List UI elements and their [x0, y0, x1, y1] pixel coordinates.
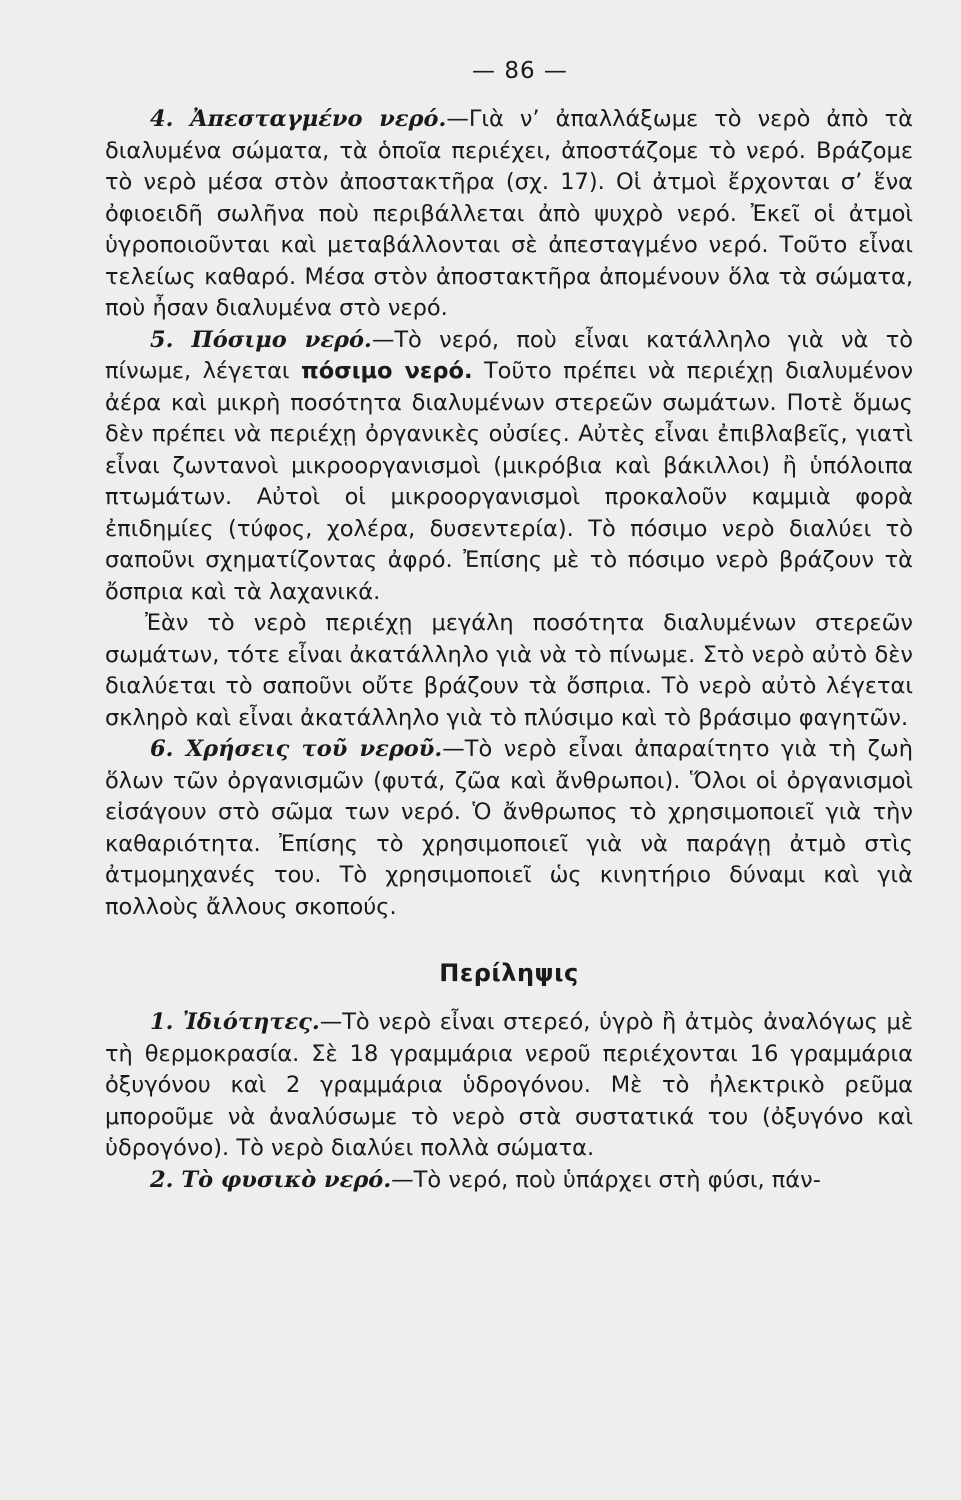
paragraph-distilled-water — [105, 104, 913, 325]
bold-term: πόσιμο νερό. — [300, 358, 473, 384]
paragraph-text: —Τὸ νερὸ εἶναι στερεό, ὑγρὸ ἢ ἀτμὸς ἀναλόγως μὲ τὴ θερμοκρασία. Σὲ 18 γραμμάρια νεροῦ περιέχονται 16 γραμμάρια ὀξυγόνου καὶ 2 γραμμάρια ὑδρογόνου. Μὲ τὸ ἠλεκτρικὸ ρεῦμα μποροῦμε νὰ ἀναλύσωμε τὸ νερὸ στὰ συστατικά του (ὀξυγόνο καὶ ὑδρογόνο). Τὸ νερὸ διαλύει πολλὰ σώματα. — [105, 1009, 913, 1161]
paragraph-label: 2. Τὸ φυσικὸ νερό. — [150, 1166, 392, 1193]
paragraph-hard-water — [105, 608, 913, 734]
paragraph-label: 6. Χρήσεις τοῦ νεροῦ. — [150, 736, 443, 762]
page-number: — 86 — — [472, 58, 568, 84]
summary-properties — [105, 1007, 913, 1165]
paragraph-uses-of-water — [105, 734, 913, 923]
paragraph-text: Ἐὰν τὸ νερὸ περιέχῃ μεγάλη ποσότητα διαλυμένων στερεῶν σωμάτων, τότε εἶναι ἀκατάλληλο γιὰ νὰ τὸ πίνωμε. Στὸ νερὸ αὐτὸ δὲν διαλύεται τὸ σαποῦνι οὔτε βράζουν τὰ ὄσπρια. Τὸ νερὸ αὐτὸ λέγεται σκληρὸ καὶ εἶναι ἀκατάλληλο γιὰ τὸ πλύσιμο καὶ τὸ βράσιμο φαγητῶν. — [105, 610, 913, 731]
paragraph-label: 4. Ἀπεσταγμένο νερό. — [150, 106, 447, 132]
paragraph-drinking-water — [105, 325, 913, 609]
paragraph-label: 1. Ἰδιότητες. — [150, 1009, 320, 1035]
summary-heading: Περίληψις — [439, 959, 579, 987]
paragraph-text: —Τὸ νερὸ εἶναι ἀπαραίτητο γιὰ τὴ ζωὴ ὅλων τῶν ὀργανισμῶν (φυτά, ζῶα καὶ ἄνθρωποι). Ὅλοι οἱ ὀργανισμοὶ εἰσάγουν στὸ σῶμα των νερό. Ὁ ἄνθρωπος τὸ χρησιμοποιεῖ γιὰ τὴν καθαριότητα. Ἐπίσης τὸ χρησιμοποιεῖ γιὰ νὰ παράγῃ ἀτμὸ στὶς ἀτμομηχανές του. Τὸ χρησιμοποιεῖ ὡς κινητήριο δύναμι καὶ γιὰ πολλοὺς ἄλλους σκοπούς. — [105, 736, 914, 920]
paragraph-text: —Γιὰ ν’ ἀπαλλάξωμε τὸ νερὸ ἀπὸ τὰ διαλυμένα σώματα, τὰ ὁποῖα περιέχει, ἀποστάζομε τὸ νερό. Βράζομε τὸ νερὸ μέσα στὸν ἀποστακτῆρα (σχ. 17). Οἱ ἀτμοὶ ἔρχονται σ’ ἕνα ὀφιοειδῆ σωλῆνα ποὺ περιβάλλεται ἀπὸ ψυχρὸ νερό. Ἐκεῖ οἱ ἀτμοὶ ὑγροποιοῦνται καὶ μεταβάλλονται σὲ ἀπεσταγμένο νερό. Τοῦτο εἶναι τελείως καθαρό. Μέσα στὸν ἀποστακτῆρα ἀπομένουν ὅλα τὰ σώματα, ποὺ ἦσαν διαλυμένα στὸ νερό. — [105, 106, 914, 321]
summary-natural-water — [105, 1165, 913, 1197]
paragraph-text: —Τὸ νερό, ποὺ εἶναι κατάλληλο γιὰ νὰ τὸ πίνωμε, λέγεται — [105, 326, 914, 384]
paragraph-text: Τοῦτο πρέπει νὰ περιέχῃ διαλυμένον ἀέρα καὶ μικρὴ ποσότητα διαλυμένων στερεῶν σωμάτων. Ποτὲ ὅμως δὲν πρέπει νὰ περιέχῃ ὀργανικὲς οὐσίες. Αὐτὲς εἶναι ἐπιβλαβεῖς, γιατὶ εἶναι ζωντανοὶ μικροοργανισμοὶ (μικρόβια καὶ βάκιλλοι) ἢ ὑπόλοιπα πτωμάτων. Αὐτοὶ οἱ μικροοργανισμοὶ προκαλοῦν καμμιὰ φορὰ ἐπιδημίες (τύφος, χολέρα, δυσεντερία). Τὸ πόσιμο νερὸ διαλύει τὸ σαποῦνι σχηματίζοντας ἀφρό. Ἐπίσης μὲ τὸ πόσιμο νερὸ βράζουν τὰ ὄσπρια καὶ τὰ λαχανικά. — [105, 358, 914, 605]
paragraph-text: —Τὸ νερό, ποὺ ὑπάρχει στὴ φύσι, πάν- — [391, 1166, 821, 1193]
paragraph-label: 5. Πόσιμο νερό. — [150, 326, 372, 353]
